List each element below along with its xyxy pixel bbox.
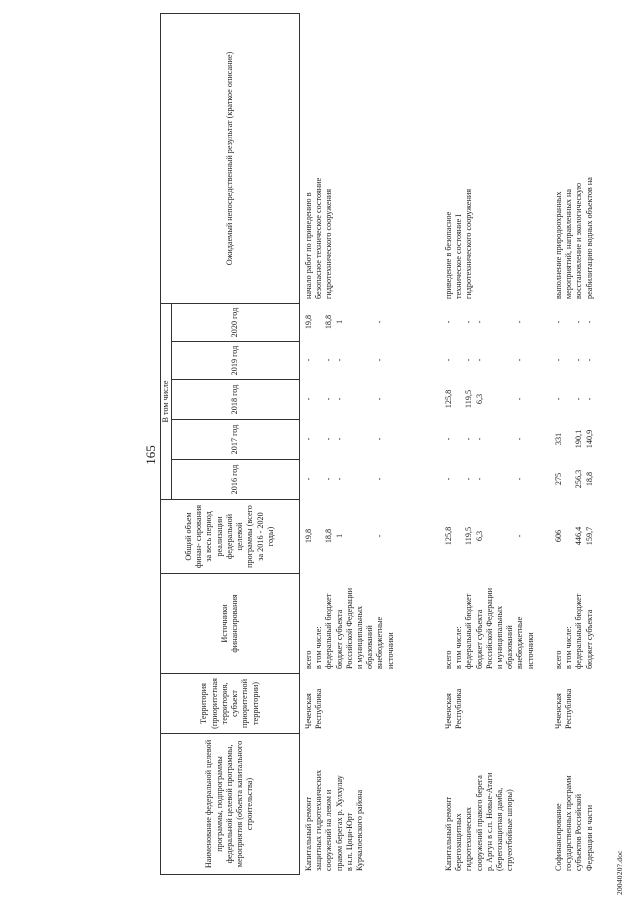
spacer — [345, 423, 355, 455]
spacer — [345, 345, 355, 375]
header-result: Ожидаемый непосредственный результат (краткое описание) — [160, 13, 300, 303]
value-cell: - — [304, 477, 313, 481]
value-cell — [314, 307, 324, 337]
header-year-2017: 2017 год — [172, 419, 300, 459]
source-line: внебюджетные — [375, 616, 385, 669]
source-line: в том числе: — [314, 626, 324, 669]
value-cell — [564, 423, 574, 455]
row-1-sources — [304, 577, 444, 669]
value-cell — [314, 423, 324, 455]
row-1-total — [304, 503, 444, 569]
source-line: в том числе: — [454, 626, 464, 669]
footer-filename: 2004020?.doc — [615, 850, 624, 895]
spacer — [495, 383, 505, 415]
value-cell: 19,8 — [304, 314, 313, 330]
value-cell: 190,1 — [574, 429, 584, 449]
spacer — [485, 503, 495, 569]
col-2017 — [300, 419, 595, 459]
value-cell: 125,8 — [444, 389, 453, 409]
row-2-sources — [444, 577, 554, 669]
result-line: восстановление и экологическую — [574, 182, 584, 299]
value-cell: - — [464, 477, 474, 481]
value-cell: - — [515, 437, 525, 441]
value-cell: - — [304, 358, 313, 362]
spacer — [365, 423, 375, 455]
spacer — [345, 383, 355, 415]
value-cell — [454, 345, 464, 375]
spacer — [505, 423, 515, 455]
row-3-y2016 — [554, 463, 595, 495]
spacer — [505, 503, 515, 569]
row-1-result — [304, 17, 444, 299]
value-cell — [454, 307, 464, 337]
col-2020 — [300, 303, 595, 341]
result-line: реабилитацию водных объектов на — [584, 177, 594, 299]
spacer — [526, 423, 536, 455]
value-cell: - — [474, 358, 484, 362]
value-cell: - — [464, 320, 474, 324]
name-line: государственных программ — [564, 775, 574, 871]
value-cell: - — [444, 437, 453, 441]
value-cell — [564, 383, 574, 415]
value-cell: - — [324, 477, 334, 481]
spacer — [386, 423, 396, 455]
spacer — [355, 503, 365, 569]
value-cell: - — [554, 320, 563, 324]
source-line: бюджет субъекта — [334, 609, 344, 669]
value-cell: 331 — [554, 432, 563, 446]
value-cell: - — [334, 437, 344, 441]
value-cell: - — [515, 477, 525, 481]
value-cell: - — [304, 397, 313, 401]
result-line: техническое состояние I — [454, 214, 464, 299]
source-line: внебюджетные — [515, 616, 525, 669]
value-cell: - — [515, 397, 525, 401]
territory-line: Республика — [564, 688, 574, 729]
value-cell — [564, 345, 574, 375]
value-cell: - — [324, 437, 334, 441]
result-line: гидротехнического сооружения — [464, 189, 474, 299]
source-line: и муниципальных — [494, 605, 504, 669]
name-line: (берегозащитная дамба, — [494, 787, 504, 871]
col-name — [300, 733, 595, 875]
source-line: всего — [554, 650, 563, 669]
territory-line: Чеченская — [304, 693, 313, 729]
value-cell: - — [584, 397, 594, 401]
row-2-total — [444, 503, 554, 569]
result-line: выполнение природоохранных — [554, 191, 563, 299]
row-3-total — [554, 503, 595, 569]
row-3-territory — [554, 677, 574, 729]
value-cell: 1 — [334, 533, 344, 539]
value-cell: - — [584, 358, 594, 362]
source-line: в том числе: — [564, 626, 574, 669]
name-line: в н.п. Цоци-Юрт — [344, 812, 354, 871]
source-line: бюджет субъекта — [584, 609, 594, 669]
value-cell: - — [474, 320, 484, 324]
value-cell: 18,8 — [584, 471, 594, 487]
row-2-y2016 — [444, 463, 554, 495]
value-cell — [454, 383, 464, 415]
name-line: гидротехнических — [464, 807, 474, 871]
spacer — [526, 345, 536, 375]
value-cell: 6,3 — [474, 530, 484, 542]
value-cell: 1 — [334, 319, 344, 325]
header-in-that: В том числе — [160, 303, 172, 499]
value-cell: - — [574, 320, 584, 324]
col-territory — [300, 673, 595, 733]
value-cell: - — [574, 397, 584, 401]
territory-line: Чеченская — [444, 693, 453, 729]
value-cell: 6,3 — [474, 393, 484, 405]
spacer — [365, 503, 375, 569]
source-line: всего — [444, 650, 453, 669]
col-total — [300, 499, 595, 573]
value-cell — [454, 463, 464, 495]
value-cell: - — [334, 397, 344, 401]
name-line: защитных гидротехнических — [314, 769, 324, 871]
value-cell: - — [444, 320, 453, 324]
result-line: начало работ по приведению в — [304, 192, 313, 299]
spacer — [355, 307, 365, 337]
value-cell: - — [304, 437, 313, 441]
spacer — [485, 423, 495, 455]
value-cell: 446,4 — [574, 526, 584, 546]
spacer — [365, 307, 375, 337]
value-cell: - — [515, 534, 525, 538]
source-line: федеральный бюджет — [464, 593, 474, 669]
row-2-y2018 — [444, 383, 554, 415]
row-1-y2020 — [304, 307, 444, 337]
value-cell — [564, 503, 574, 569]
name-line: правом берегах р. Хулхулау — [334, 775, 344, 871]
spacer — [495, 423, 505, 455]
result-line: гидротехнического сооружения — [324, 189, 334, 299]
spacer — [526, 503, 536, 569]
row-1-name — [304, 737, 444, 871]
header-territory: Территория (приоритетная территория, субъект приоритетной территории) — [160, 673, 300, 733]
source-line: и муниципальных — [354, 605, 364, 669]
row-3-y2020 — [554, 307, 595, 337]
result-line: мероприятий, направленных на — [564, 189, 574, 299]
name-line: р. Аргун в с.п. Новые-Атаги — [484, 772, 494, 871]
spacer — [355, 423, 365, 455]
value-cell: - — [584, 320, 594, 324]
value-cell: - — [464, 437, 474, 441]
value-cell: - — [375, 397, 385, 401]
value-cell: - — [375, 320, 385, 324]
value-cell: 125,8 — [444, 526, 453, 546]
source-line: федеральный бюджет — [574, 593, 584, 669]
value-cell: - — [554, 397, 563, 401]
value-cell: - — [515, 320, 525, 324]
value-cell: - — [375, 534, 385, 538]
source-line: Российской Федерации — [344, 587, 354, 669]
spacer — [495, 345, 505, 375]
result-line: приведение в безопасное — [444, 211, 453, 299]
header-year-2019: 2019 год — [172, 341, 300, 379]
spacer — [495, 463, 505, 495]
row-2-territory — [444, 677, 554, 729]
value-cell: - — [324, 358, 334, 362]
value-cell: 119,5 — [464, 389, 474, 409]
spacer — [485, 307, 495, 337]
spacer — [345, 307, 355, 337]
name-line: Курчалоевского района — [354, 789, 364, 871]
spacer — [365, 383, 375, 415]
value-cell: 19,8 — [304, 528, 313, 544]
name-line: Капитальный ремонт — [304, 796, 313, 871]
spacer — [495, 503, 505, 569]
value-cell: - — [474, 437, 484, 441]
spacer — [485, 383, 495, 415]
row-3-y2019 — [554, 345, 595, 375]
value-cell: 18,8 — [324, 528, 334, 544]
row-3-result — [554, 17, 595, 299]
header-total: Общий объем финан- сирования за весь период реализации федеральной целевой программы (всего за 2016 - 2020 годы) — [160, 499, 300, 573]
header-sources: Источники финансирования — [160, 573, 300, 673]
territory-line: Республика — [454, 688, 464, 729]
spacer — [526, 307, 536, 337]
source-line: всего — [304, 650, 313, 669]
value-cell — [454, 503, 464, 569]
col-sources — [300, 573, 595, 673]
value-cell: - — [474, 477, 484, 481]
row-1-y2017 — [304, 423, 444, 455]
row-2-y2019 — [444, 345, 554, 375]
row-3-y2017 — [554, 423, 595, 455]
value-cell: - — [444, 358, 453, 362]
spacer — [386, 463, 396, 495]
value-cell: - — [375, 358, 385, 362]
spacer — [505, 345, 515, 375]
name-line: Федерации в части — [584, 805, 594, 871]
value-cell: - — [515, 358, 525, 362]
value-cell: 140,9 — [584, 429, 594, 449]
name-line: струеотбойные шпоры) — [505, 789, 515, 871]
row-3-name — [554, 737, 595, 871]
value-cell: - — [444, 477, 453, 481]
spacer — [526, 463, 536, 495]
value-cell: 606 — [554, 529, 563, 543]
spacer — [345, 463, 355, 495]
value-cell: - — [334, 358, 344, 362]
spacer — [365, 345, 375, 375]
spacer — [386, 345, 396, 375]
value-cell: 159,7 — [584, 526, 594, 546]
value-cell: 256,3 — [574, 469, 584, 489]
row-1-territory — [304, 677, 444, 729]
result-line: безопасное техническое состояние — [314, 177, 324, 299]
source-line: источники — [385, 632, 395, 669]
row-1-y2018 — [304, 383, 444, 415]
value-cell — [314, 503, 324, 569]
value-cell: - — [375, 437, 385, 441]
spacer — [485, 463, 495, 495]
col-2018 — [300, 379, 595, 419]
col-2016 — [300, 459, 595, 499]
row-2-name — [444, 737, 554, 871]
row-1-y2016 — [304, 463, 444, 495]
value-cell: 275 — [554, 472, 563, 486]
row-2-result — [444, 17, 554, 299]
spacer — [505, 307, 515, 337]
value-cell — [564, 307, 574, 337]
value-cell: - — [464, 358, 474, 362]
source-line: источники — [525, 632, 535, 669]
header-name: Наименование федеральной целевой программы, подпрограммы федеральной целевой программы, мероприятия (объекта капитального строительства) — [160, 733, 300, 875]
name-line: сооружений правого берега — [474, 775, 484, 871]
value-cell — [314, 345, 324, 375]
name-line: субъектов Российской — [574, 793, 584, 871]
col-result — [300, 13, 595, 303]
page-number: 165 — [143, 445, 158, 465]
header-year-2018: 2018 год — [172, 379, 300, 419]
spacer — [355, 345, 365, 375]
spacer — [365, 463, 375, 495]
name-line: берегозащитных — [454, 813, 464, 871]
source-line: бюджет субъекта — [474, 609, 484, 669]
header-year-2020: 2020 год — [172, 303, 300, 341]
value-cell: - — [375, 477, 385, 481]
row-3-y2018 — [554, 383, 595, 415]
territory-line: Республика — [314, 688, 324, 729]
territory-line: Чеченская — [554, 693, 563, 729]
col-2019 — [300, 341, 595, 379]
row-2-y2017 — [444, 423, 554, 455]
spacer — [345, 503, 355, 569]
source-line: образований — [505, 625, 515, 669]
value-cell: 18,8 — [324, 314, 334, 330]
spacer — [526, 383, 536, 415]
spacer — [505, 383, 515, 415]
name-line: Капитальный ремонт — [444, 796, 453, 871]
row-3-sources — [554, 577, 595, 669]
name-line: Софинансирование — [554, 803, 563, 871]
source-line: Российской Федерации — [484, 587, 494, 669]
header-year-2016: 2016 год — [172, 459, 300, 499]
value-cell — [564, 463, 574, 495]
spacer — [386, 503, 396, 569]
name-line: сооружений на левом и — [324, 789, 334, 871]
row-2-y2020 — [444, 307, 554, 337]
spacer — [495, 307, 505, 337]
value-cell — [314, 463, 324, 495]
spacer — [355, 463, 365, 495]
value-cell — [314, 383, 324, 415]
spacer — [355, 383, 365, 415]
value-cell — [454, 423, 464, 455]
spacer — [386, 307, 396, 337]
value-cell: 119,5 — [464, 526, 474, 546]
source-line: образований — [365, 625, 375, 669]
value-cell: - — [334, 477, 344, 481]
spacer — [386, 383, 396, 415]
financing-table — [160, 13, 595, 875]
value-cell: - — [554, 358, 563, 362]
source-line: федеральный бюджет — [324, 593, 334, 669]
spacer — [505, 463, 515, 495]
spacer — [485, 345, 495, 375]
value-cell: - — [574, 358, 584, 362]
value-cell: - — [324, 397, 334, 401]
row-1-y2019 — [304, 345, 444, 375]
